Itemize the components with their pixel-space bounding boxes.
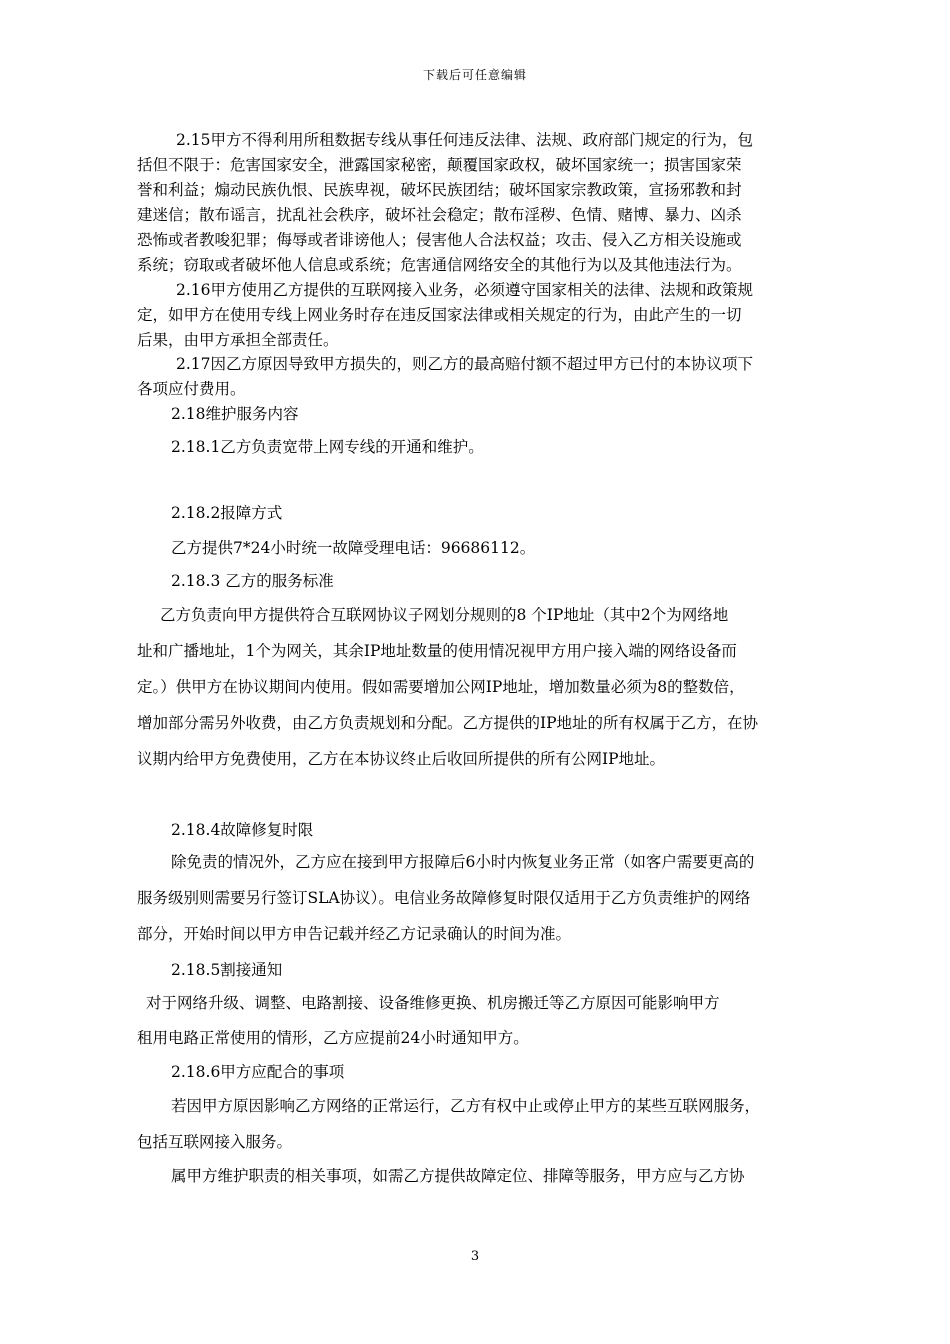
text-line: 2.15甲方不得利用所租数据专线从事任何违反法律、法规、政府部门规定的行为，包 (176, 131, 754, 149)
text-line: 誉和利益；煽动民族仇恨、民族卑视，破坏民族团结；破坏国家宗教政策，宣扬邪教和封 (137, 181, 742, 199)
text-line: 属甲方维护职责的相关事项，如需乙方提供故障定位、排障等服务，甲方应与乙方协 (171, 1167, 745, 1185)
text-line: 定，如甲方在使用专线上网业务时存在违反国家法律或相关规定的行为，由此产生的一切 (137, 306, 742, 324)
text-line: 址和广播地址，1个为网关，其余IP地址数量的使用情况视甲方用户接入端的网络设备而 (137, 642, 737, 660)
page-number: 3 (470, 1249, 480, 1264)
text-line: 包括互联网接入服务。 (137, 1133, 293, 1151)
page-header: 下载后可任意编辑 (422, 68, 527, 82)
text-line: 2.18.2报障方式 (171, 504, 283, 522)
text-line: 2.18.6甲方应配合的事项 (171, 1063, 345, 1081)
text-line: 括但不限于：危害国家安全，泄露国家秘密，颠覆国家政权，破坏国家统一；损害国家荣 (137, 156, 742, 174)
text-line: 定。）供甲方在协议期间内使用。假如需要增加公网IP地址，增加数量必须为8的整数倍， (137, 678, 745, 696)
text-line: 增加部分需另外收费，由乙方负责规划和分配。乙方提供的IP地址的所有权属于乙方，在协 (137, 714, 759, 732)
text-line: 系统；窃取或者破坏他人信息或系统；危害通信网络安全的其他行为以及其他违法行为。 (137, 256, 742, 274)
text-line: 2.18维护服务内容 (171, 405, 299, 423)
text-line: 2.18.1乙方负责宽带上网专线的开通和维护。 (171, 438, 484, 456)
text-line: 对于网络升级、调整、电路割接、设备维修更换、机房搬迁等乙方原因可能影响甲方 (146, 994, 720, 1012)
text-line: 2.18.3 乙方的服务标准 (171, 572, 334, 590)
text-line: 服务级别则需要另行签订SLA协议）。电信业务故障修复时限仅适用于乙方负责维护的网络 (137, 889, 751, 907)
text-line: 除免责的情况外，乙方应在接到甲方报障后6小时内恢复业务正常（如客户需要更高的 (171, 853, 755, 871)
text-line: 议期内给甲方免费使用，乙方在本协议终止后收回所提供的所有公网IP地址。 (137, 750, 666, 768)
text-line: 乙方负责向甲方提供符合互联网协议子网划分规则的8 个IP地址（其中2个为网络地 (160, 606, 729, 624)
text-line: 2.16甲方使用乙方提供的互联网接入业务，必须遵守国家相关的法律、法规和政策规 (176, 281, 754, 299)
text-line: 乙方提供7*24小时统一故障受理电话：96686112。 (171, 539, 536, 557)
text-line: 若因甲方原因影响乙方网络的正常运行，乙方有权中止或停止甲方的某些互联网服务， (171, 1097, 761, 1115)
text-line: 各项应付费用。 (137, 380, 246, 398)
text-line: 部分，开始时间以甲方申告记载并经乙方记录确认的时间为准。 (137, 925, 572, 943)
text-line: 恐怖或者教唆犯罪；侮辱或者诽谤他人；侵害他人合法权益；攻击、侵入乙方相关设施或 (137, 231, 742, 249)
text-line: 建迷信；散布谣言，扰乱社会秩序，破坏社会稳定；散布淫秽、色情、赌博、暴力、凶杀 (137, 206, 742, 224)
text-line: 2.18.4故障修复时限 (171, 821, 314, 839)
text-line: 2.18.5割接通知 (171, 961, 283, 979)
text-line: 租用电路正常使用的情形，乙方应提前24小时通知甲方。 (137, 1029, 529, 1047)
text-line: 2.17因乙方原因导致甲方损失的，则乙方的最高赔付额不超过甲方已付的本协议项下 (176, 355, 754, 373)
text-line: 后果，由甲方承担全部责任。 (137, 331, 339, 349)
